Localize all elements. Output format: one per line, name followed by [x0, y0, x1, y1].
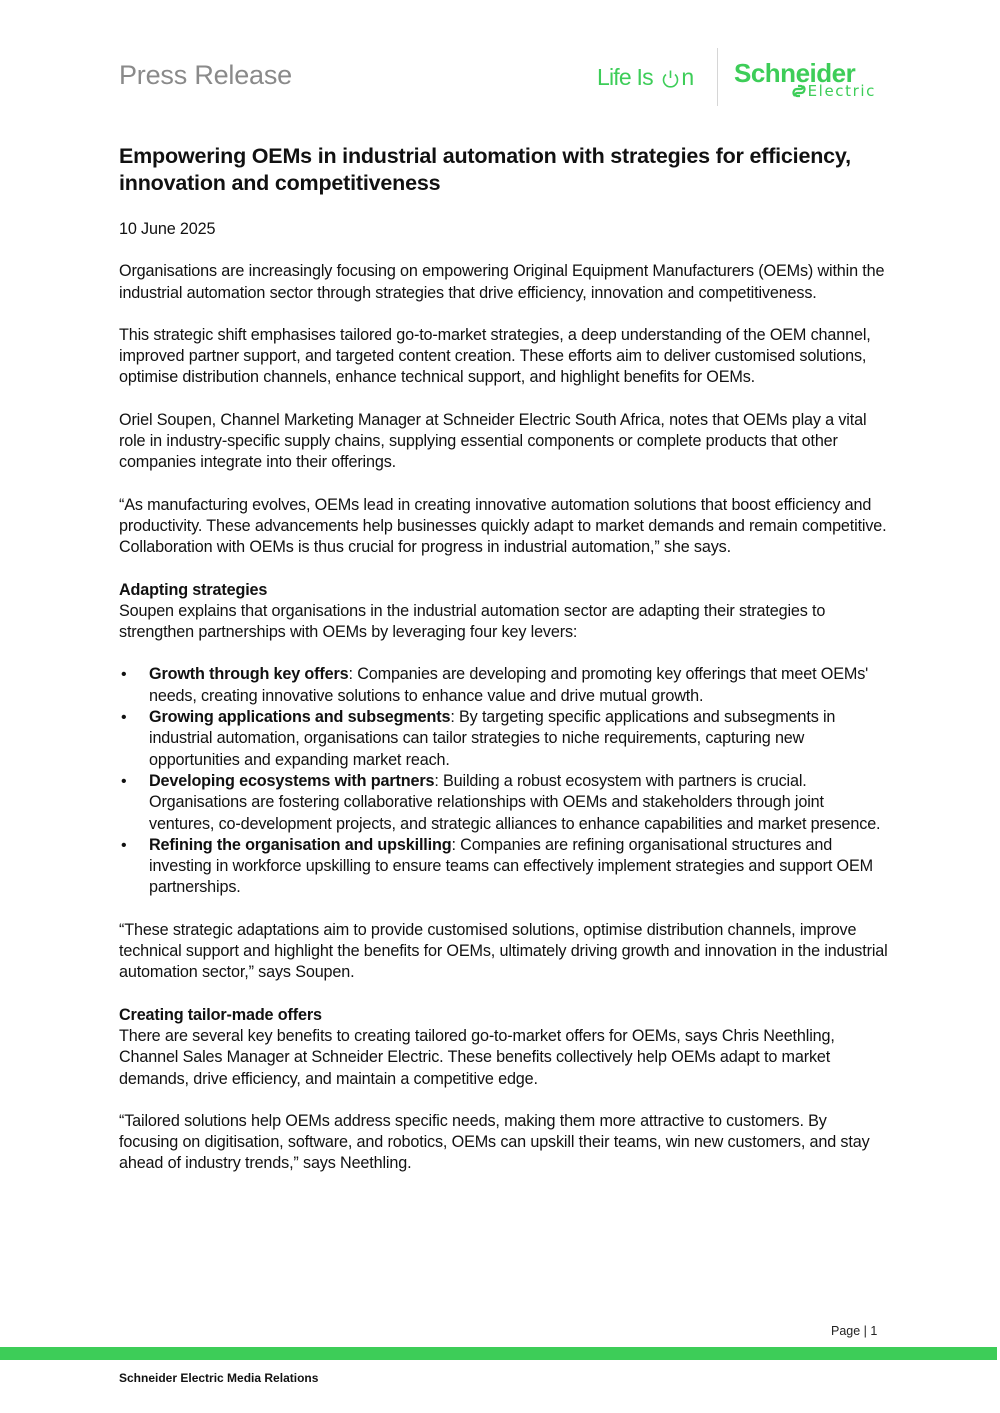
- list-item-title: Developing ecosystems with partners: [149, 771, 435, 790]
- quote-paragraph: “As manufacturing evolves, OEMs lead in creating innovative automation solutions that boost efficiency and productivity. These advancements help businesses quickly adapt to market demands and remain competitive. Collaboration with OEMs is thus crucial for progress in industrial automation,” she says.: [119, 495, 887, 557]
- page-number: Page | 1: [831, 1324, 878, 1338]
- list-item-title: Growth through key offers: [149, 665, 349, 684]
- logo-subtitle: Electric: [807, 82, 876, 100]
- quote-paragraph: “These strategic adaptations aim to provide customised solutions, optimise distribution channels, improve technical support and highlight the benefits for OEMs, ultimately driving growth and innovation in the industrial automation sector,” says Soupen.: [119, 920, 888, 982]
- paragraph: Organisations are increasingly focusing on empowering Original Equipment Manufacturers (OEMs) within the industrial automation sector through strategies that drive efficiency, innovation and competitiveness.: [119, 262, 885, 302]
- schneider-electric-logo: [734, 60, 884, 99]
- power-icon: [661, 68, 680, 88]
- list-item: [119, 771, 889, 835]
- life-is-on-tagline: [597, 64, 693, 91]
- list-item-text: : Building a robust ecosystem with partners is crucial. Organisations are fostering collaborative relationships with OEMs and stakeholders through joint ventures, co-development projects, and strategic alliances to enhance capabilities and market presence.: [149, 771, 881, 833]
- levers-list: [119, 664, 889, 898]
- list-item: [119, 707, 889, 771]
- document-type-title: Press Release: [119, 60, 292, 90]
- list-item-text: : By targeting specific applications and subsegments in industrial automation, organisations can tailor strategies to niche requirements, capturing new opportunities and expanding market reach.: [149, 708, 836, 769]
- bullet-icon: •: [121, 666, 127, 684]
- article-body: [119, 143, 889, 1196]
- tagline-suffix: n: [681, 64, 694, 90]
- schneider-symbol-icon: [792, 84, 806, 98]
- footer-accent-bar: [0, 1347, 997, 1360]
- list-item: [119, 664, 889, 707]
- tagline-prefix: Life Is: [597, 64, 659, 90]
- article-date: 10 June 2025: [119, 220, 216, 238]
- section-heading: Creating tailor-made offers: [119, 1005, 322, 1024]
- list-item-text: : Companies are refining organisational structures and investing in workforce upskilling to ensure teams can effectively implement strategies and support OEM partnerships.: [149, 835, 873, 897]
- list-item-text: : Companies are developing and promoting key offerings that meet OEMs' needs, creating innovative solutions to enhance value and drive mutual growth.: [149, 665, 869, 705]
- paragraph: This strategic shift emphasises tailored go-to-market strategies, a deep understanding of the OEM channel, improved partner support, and targeted content creation. These efforts aim to deliver customised solutions, optimise distribution channels, enhance technical support, and highlight benefits for OEMs.: [119, 325, 871, 387]
- bullet-icon: •: [121, 709, 127, 727]
- logo-divider: [717, 48, 718, 106]
- section-intro: Soupen explains that organisations in the industrial automation sector are adapting their strategies to strengthen partnerships with OEMs by leveraging four key levers:: [119, 601, 826, 642]
- paragraph: Oriel Soupen, Channel Marketing Manager at Schneider Electric South Africa, notes that OEMs play a vital role in industry-specific supply chains, supplying essential components or complete products that other companies integrate into their offerings.: [119, 410, 867, 472]
- section-intro: There are several key benefits to creating tailored go-to-market offers for OEMs, says Chris Neethling, Channel Sales Manager at Schneider Electric. These benefits collectively help OEMs adapt to market demands, drive efficiency, and maintain a competitive edge.: [119, 1026, 835, 1088]
- list-item-title: Growing applications and subsegments: [149, 708, 451, 727]
- bullet-icon: •: [121, 836, 127, 854]
- footer-label: Schneider Electric Media Relations: [119, 1371, 319, 1385]
- bullet-icon: •: [121, 772, 127, 790]
- logo-wordmark: Schneider: [734, 58, 856, 88]
- list-item: [119, 835, 889, 899]
- quote-paragraph: “Tailored solutions help OEMs address specific needs, making them more attractive to customers. By focusing on digitisation, software, and robotics, OEMs can upskill their teams, win new customers, and stay ahead of industry trends,” says Neethling.: [119, 1111, 870, 1173]
- section-heading: Adapting strategies: [119, 580, 268, 599]
- article-title: Empowering OEMs in industrial automation with strategies for efficiency, innovation and competitiveness: [119, 144, 851, 195]
- list-item-title: Refining the organisation and upskilling: [149, 835, 452, 854]
